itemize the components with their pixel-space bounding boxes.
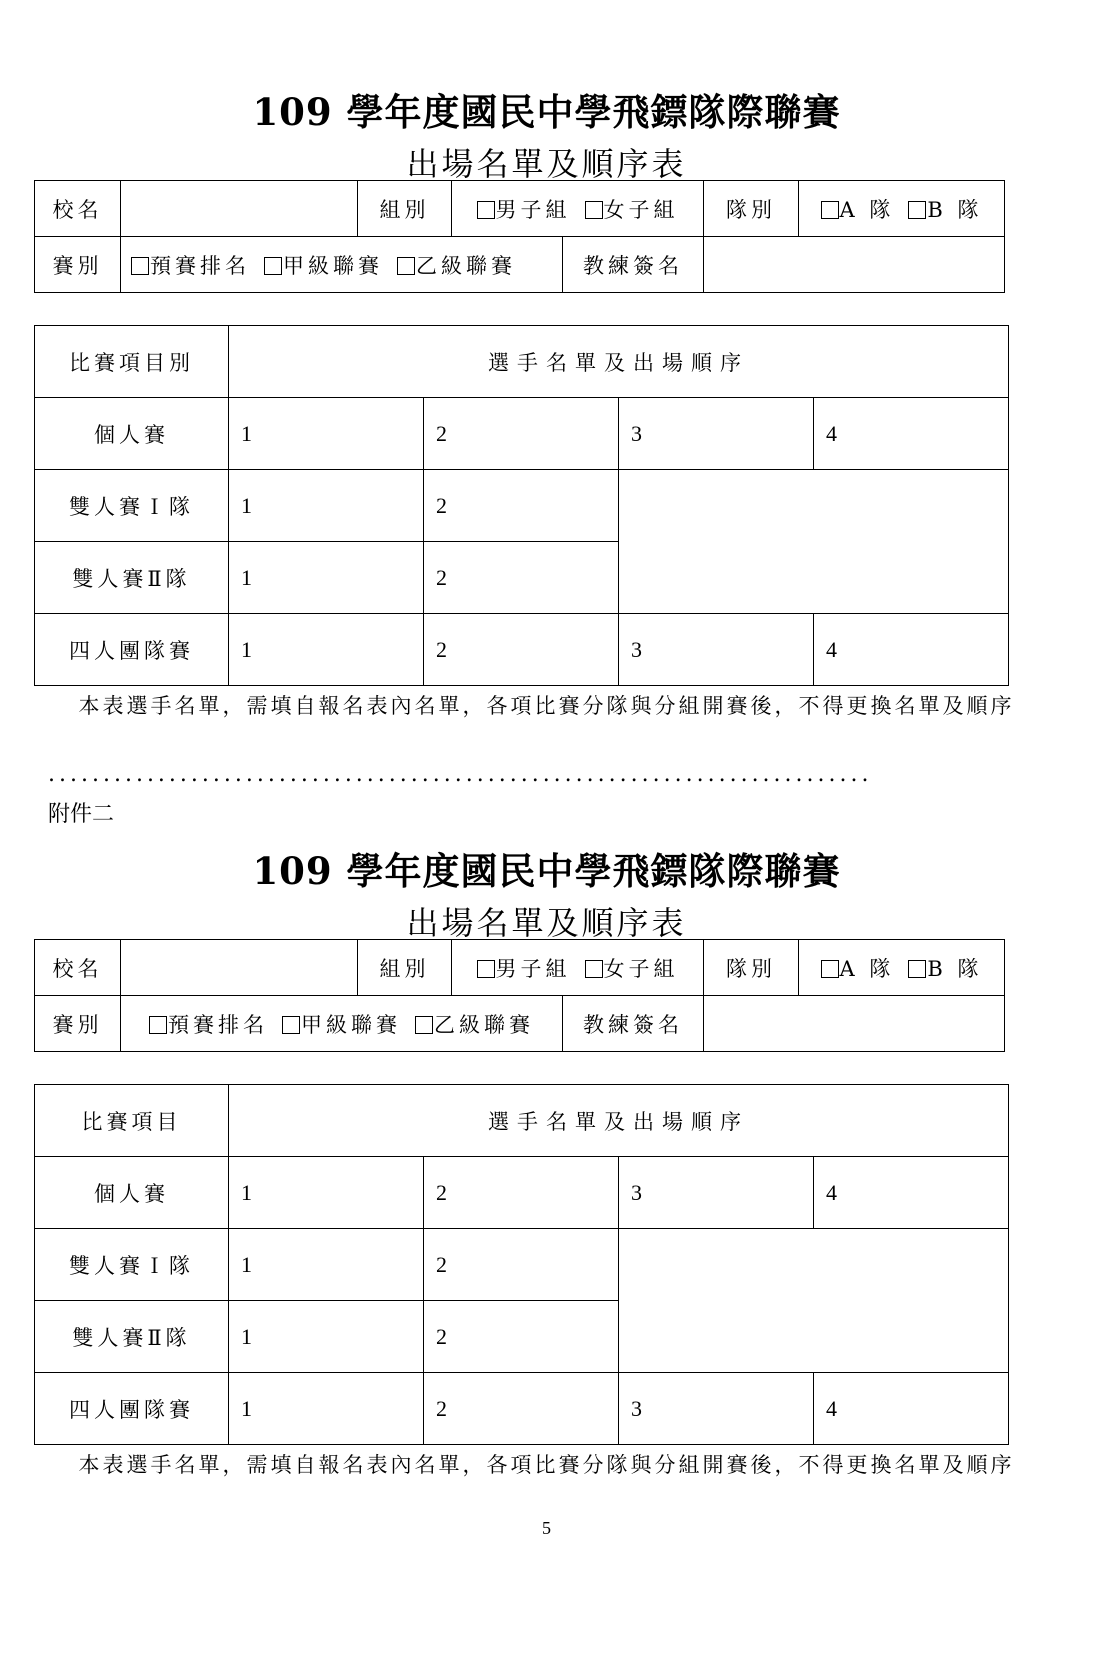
checkbox[interactable] [149,1016,167,1034]
checkbox[interactable] [477,201,495,219]
form2-header-table [34,939,1005,1052]
player-slot[interactable]: 3 [619,1373,814,1445]
checkbox[interactable] [908,960,926,978]
table-row [35,1157,1009,1229]
player-slot[interactable]: 2 [424,542,619,614]
player-slot[interactable]: 1 [229,1373,424,1445]
checkbox[interactable] [908,201,926,219]
team-options [799,181,1005,237]
row-label-doubles2: 雙人賽Ⅱ隊 [35,542,229,614]
player-slot[interactable]: 2 [424,470,619,542]
checkbox[interactable] [821,201,839,219]
table-row [35,398,1009,470]
event-column-header: 比賽項目別 [35,326,229,398]
option-prelim: 預賽排名 [150,253,250,278]
coach-label: 教練簽名 [563,237,704,293]
player-slot[interactable]: 2 [424,1157,619,1229]
option-girls: 女子組 [603,956,679,981]
match-options [121,996,563,1052]
option-prelim: 預賽排名 [168,1012,268,1037]
player-slot[interactable]: 1 [229,1229,424,1301]
row-label-doubles1: 雙人賽Ｉ隊 [35,1229,229,1301]
option-boys: 男子組 [495,956,571,981]
row-label-team4: 四人團隊賽 [35,1373,229,1445]
player-slot[interactable]: 2 [424,614,619,686]
row-label-team4: 四人團隊賽 [35,614,229,686]
table-row [35,470,1009,542]
row-label-doubles2: 雙人賽Ⅱ隊 [35,1301,229,1373]
option-team-b: B 隊 [927,197,983,222]
option-team-a: A 隊 [839,956,895,981]
option-team-b: B 隊 [927,956,983,981]
option-team-a: A 隊 [839,197,895,222]
empty-cell [619,1229,1009,1373]
coach-signature-field[interactable] [704,996,1005,1052]
row-label-individual: 個人賽 [35,1157,229,1229]
players-column-header: 選手名單及出場順序 [229,326,1009,398]
school-label: 校名 [35,181,121,237]
player-slot[interactable]: 3 [619,614,814,686]
form1-roster-table [34,325,1009,686]
checkbox[interactable] [477,960,495,978]
school-label: 校名 [35,940,121,996]
table-row [35,1373,1009,1445]
player-slot[interactable]: 3 [619,398,814,470]
option-girls: 女子組 [603,197,679,222]
group-options [452,940,704,996]
option-division-b: 乙級聯賽 [434,1012,534,1037]
players-column-header: 選手名單及出場順序 [229,1085,1009,1157]
checkbox[interactable] [821,960,839,978]
player-slot[interactable]: 1 [229,542,424,614]
group-options [452,181,704,237]
checkbox[interactable] [131,257,149,275]
page-number: 5 [542,1518,551,1538]
team-label: 隊別 [704,940,799,996]
player-slot[interactable]: 4 [814,614,1009,686]
match-label: 賽別 [35,237,121,293]
coach-signature-field[interactable] [704,237,1005,293]
form2-note: 本表選手名單，需填自報名表內名單，各項比賽分隊與分組開賽後，不得更換名單及順序 [78,1453,1015,1477]
school-name-field[interactable] [121,940,358,996]
checkbox[interactable] [585,201,603,219]
form2-subtitle: 出場名單及順序表 [406,904,687,942]
checkbox[interactable] [264,257,282,275]
school-name-field[interactable] [121,181,358,237]
checkbox[interactable] [415,1016,433,1034]
team-label: 隊別 [704,181,799,237]
option-division-b: 乙級聯賽 [416,253,516,278]
player-slot[interactable]: 2 [424,1229,619,1301]
cut-line: ........................................................................... [48,762,873,787]
group-label: 組別 [358,181,452,237]
row-label-individual: 個人賽 [35,398,229,470]
group-label: 組別 [358,940,452,996]
attachment-label: 附件二 [48,802,115,827]
coach-label: 教練簽名 [563,996,704,1052]
player-slot[interactable]: 4 [814,398,1009,470]
player-slot[interactable]: 4 [814,1373,1009,1445]
player-slot[interactable]: 3 [619,1157,814,1229]
checkbox[interactable] [282,1016,300,1034]
match-options [121,237,563,293]
form2-title: 109 學年度國民中學飛鏢隊際聯賽 [252,849,841,893]
player-slot[interactable]: 2 [424,1301,619,1373]
option-division-a: 甲級聯賽 [283,253,383,278]
player-slot[interactable]: 1 [229,470,424,542]
player-slot[interactable]: 2 [424,398,619,470]
form1-note: 本表選手名單，需填自報名表內名單，各項比賽分隊與分組開賽後，不得更換名單及順序 [78,694,1015,718]
player-slot[interactable]: 1 [229,614,424,686]
form2-roster-table [34,1084,1009,1445]
table-row [35,1229,1009,1301]
option-division-a: 甲級聯賽 [301,1012,401,1037]
match-label: 賽別 [35,996,121,1052]
player-slot[interactable]: 4 [814,1157,1009,1229]
form1-title: 109 學年度國民中學飛鏢隊際聯賽 [252,90,841,134]
team-options [799,940,1005,996]
event-column-header: 比賽項目 [35,1085,229,1157]
checkbox[interactable] [397,257,415,275]
row-label-doubles1: 雙人賽Ｉ隊 [35,470,229,542]
checkbox[interactable] [585,960,603,978]
player-slot[interactable]: 1 [229,398,424,470]
player-slot[interactable]: 1 [229,1301,424,1373]
player-slot[interactable]: 1 [229,1157,424,1229]
form1-subtitle: 出場名單及順序表 [406,145,687,183]
empty-cell [619,470,1009,614]
table-row [35,614,1009,686]
player-slot[interactable]: 2 [424,1373,619,1445]
option-boys: 男子組 [495,197,571,222]
form1-header-table [34,180,1005,293]
